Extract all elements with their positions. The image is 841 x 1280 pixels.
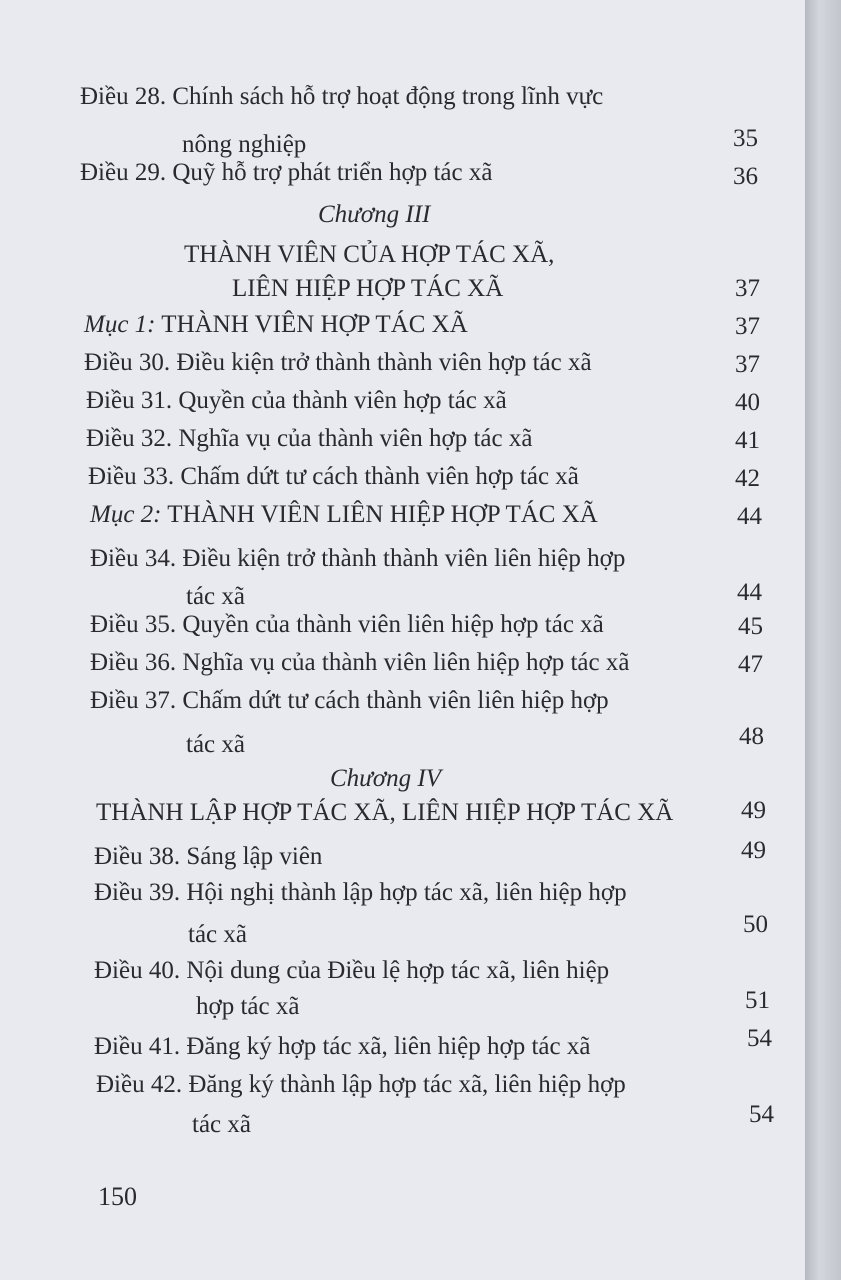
toc-page-34: 44 <box>737 579 762 606</box>
chapter-3-label: Chương III <box>318 201 431 228</box>
chapter-4-title: THÀNH LẬP HỢP TÁC XÃ, LIÊN HIỆP HỢP TÁC XÃ <box>96 799 674 826</box>
toc-page-38: 49 <box>741 837 766 864</box>
toc-entry-42-cont: tác xã <box>192 1111 251 1138</box>
toc-entry-32: Điều 32. Nghĩa vụ của thành viên hợp tác xã <box>86 425 533 452</box>
toc-page-30: 37 <box>735 351 760 378</box>
toc-entry-42: Điều 42. Đăng ký thành lập hợp tác xã, liên hiệp hợp <box>96 1071 626 1098</box>
toc-page-section-1: 37 <box>735 313 760 340</box>
chapter-3-title-line1: THÀNH VIÊN CỦA HỢP TÁC XÃ, <box>184 241 555 268</box>
page-number: 150 <box>98 1182 137 1211</box>
toc-page-section-2: 44 <box>737 503 762 530</box>
book-edge <box>805 0 841 1280</box>
toc-entry-33: Điều 33. Chấm dứt tư cách thành viên hợp tác xã <box>88 463 579 490</box>
toc-page-40: 51 <box>745 987 770 1014</box>
toc-entry-40: Điều 40. Nội dung của Điều lệ hợp tác xã, liên hiệp <box>94 957 610 984</box>
toc-entry-34-cont: tác xã <box>186 583 245 610</box>
toc-entry-34: Điều 34. Điều kiện trở thành thành viên liên hiệp hợp <box>90 545 626 572</box>
toc-entry-41: Điều 41. Đăng ký hợp tác xã, liên hiệp hợp tác xã <box>94 1033 591 1060</box>
toc-entry-29: Điều 29. Quỹ hỗ trợ phát triển hợp tác xã <box>80 159 493 186</box>
section-1-label: Mục 1: <box>84 311 156 338</box>
toc-entry-40-cont: hợp tác xã <box>196 993 300 1020</box>
section-2-heading <box>90 500 598 530</box>
section-2-label: Mục 2: <box>90 501 162 528</box>
toc-page-29: 36 <box>733 163 758 190</box>
toc-page-33: 42 <box>735 465 760 492</box>
toc-page-chapter-4: 49 <box>741 797 766 824</box>
toc-page-42: 54 <box>749 1101 774 1128</box>
toc-page-32: 41 <box>735 427 760 454</box>
toc-entry-39-cont: tác xã <box>188 921 247 948</box>
toc-entry-30: Điều 30. Điều kiện trở thành thành viên hợp tác xã <box>84 349 592 376</box>
section-1-heading <box>84 310 468 340</box>
toc-page-39: 50 <box>743 911 768 938</box>
toc-entry-36: Điều 36. Nghĩa vụ của thành viên liên hiệp hợp tác xã <box>90 649 630 676</box>
toc-entry-35: Điều 35. Quyền của thành viên liên hiệp hợp tác xã <box>90 611 604 638</box>
toc-page-28: 35 <box>733 125 758 152</box>
toc-entry-31: Điều 31. Quyền của thành viên hợp tác xã <box>86 387 507 414</box>
chapter-4-label: Chương IV <box>330 765 441 792</box>
toc-page-chapter-3: 37 <box>735 275 760 302</box>
toc-entry-38: Điều 38. Sáng lập viên <box>94 843 323 870</box>
toc-page-35: 45 <box>738 613 763 640</box>
chapter-3-title-line2: LIÊN HIỆP HỢP TÁC XÃ <box>232 275 504 302</box>
toc-entry-39: Điều 39. Hội nghị thành lập hợp tác xã, liên hiệp hợp <box>94 879 627 906</box>
toc-page-36: 47 <box>738 651 763 678</box>
section-2-title: THÀNH VIÊN LIÊN HIỆP HỢP TÁC XÃ <box>161 501 598 528</box>
toc-entry-28-cont: nông nghiệp <box>182 131 307 158</box>
toc-entry-37-cont: tác xã <box>186 731 245 758</box>
toc-entry-28: Điều 28. Chính sách hỗ trợ hoạt động trong lĩnh vực <box>80 83 604 110</box>
toc-page-31: 40 <box>735 389 760 416</box>
section-1-title: THÀNH VIÊN HỢP TÁC XÃ <box>155 311 468 338</box>
toc-page-41: 54 <box>747 1025 772 1052</box>
toc-page-37: 48 <box>739 723 764 750</box>
toc-entry-37: Điều 37. Chấm dứt tư cách thành viên liên hiệp hợp <box>90 687 609 714</box>
